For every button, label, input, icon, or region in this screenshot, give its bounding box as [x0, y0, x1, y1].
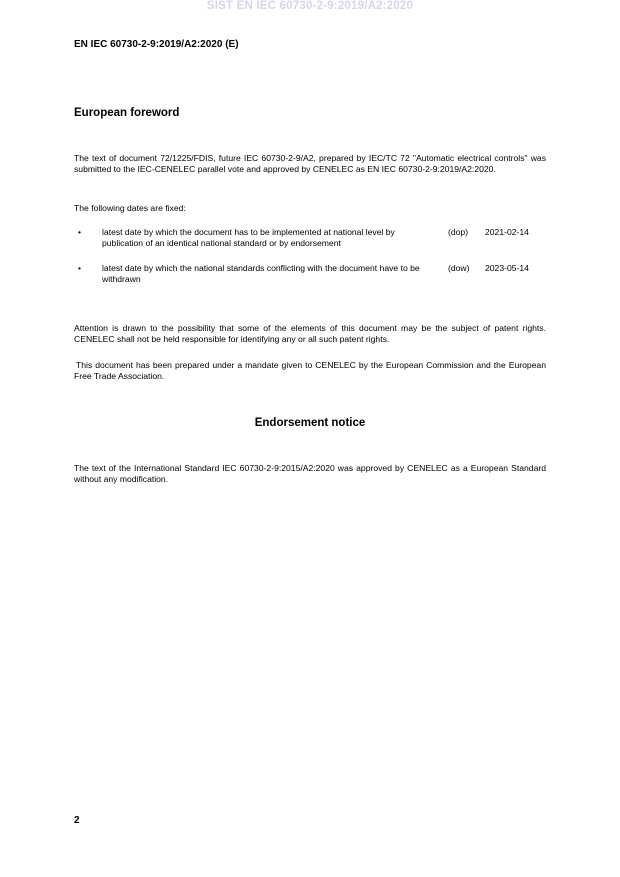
date-value: 2023-05-14: [485, 263, 529, 273]
page-number: 2: [74, 815, 80, 826]
date-value: 2021-02-14: [485, 227, 529, 237]
bullet: •: [78, 263, 82, 273]
date-abbreviation: (dow): [448, 263, 470, 273]
watermark: SIST EN IEC 60730-2-9:2019/A2:2020: [206, 0, 414, 12]
foreword-intro-paragraph: The text of document 72/1225/FDIS, future IEC 60730-2-9/A2, prepared by IEC/TC 72 "Automatic electrical controls" was submitted to the IEC-CENELEC parallel vote and approved by CENELEC as EN IEC 60730-2-9:2019/A2:2020.: [74, 153, 546, 174]
foreword-title: European foreword: [74, 107, 180, 119]
endorsement-title: Endorsement notice: [254, 417, 366, 429]
endorsement-paragraph: The text of the International Standard IEC 60730-2-9:2015/A2:2020 was approved by CENELEC as a European Standard without any modification.: [74, 463, 546, 484]
date-description: latest date by which the national standards conflicting with the document have to be withdrawn: [102, 263, 420, 284]
bullet: •: [78, 227, 82, 237]
patent-attention-paragraph: Attention is drawn to the possibility that some of the elements of this document may be the subject of patent rights. CENELEC shall not be held responsible for identifying any or all such patent rights.: [74, 323, 546, 344]
date-abbreviation: (dop): [448, 227, 469, 237]
date-row-dop: [74, 227, 546, 251]
date-description: latest date by which the document has to be implemented at national level by publication of an identical national standard or by endorsement: [102, 227, 395, 248]
date-row-dow: [74, 263, 546, 287]
document-header: EN IEC 60730-2-9:2019/A2:2020 (E): [74, 39, 239, 50]
dates-intro: The following dates are fixed:: [74, 203, 186, 213]
mandate-paragraph: This document has been prepared under a mandate given to CENELEC by the European Commission and the European Free Trade Association.: [74, 360, 546, 381]
